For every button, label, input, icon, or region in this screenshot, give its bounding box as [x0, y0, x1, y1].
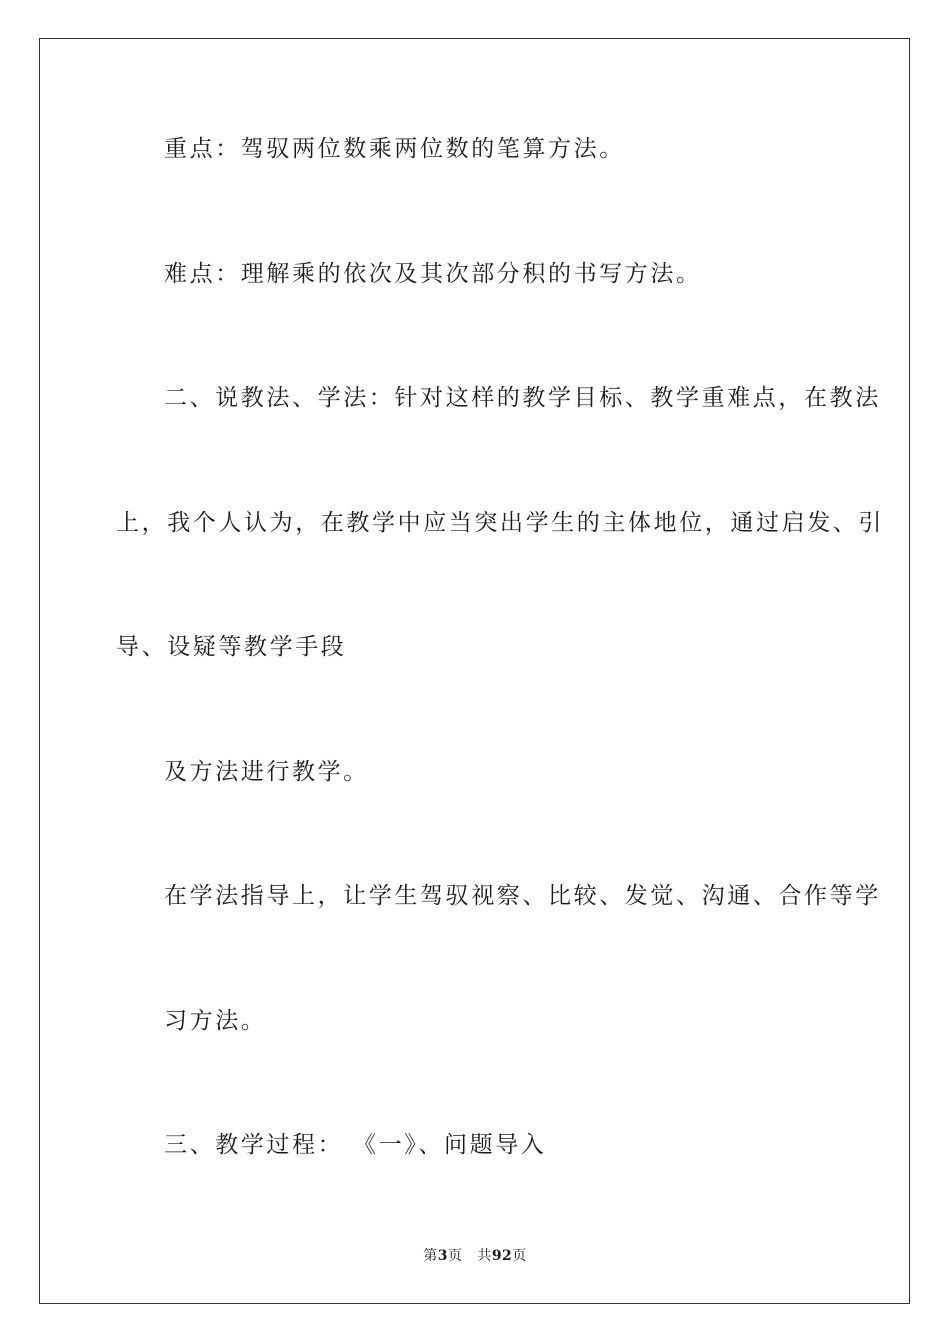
text-line-key-point: 重点：驾驭两位数乘两位数的笔算方法。 [164, 136, 625, 162]
footer-total-suffix: 页 [512, 1248, 527, 1264]
footer-total-prefix: 共 [477, 1248, 492, 1264]
page-border [39, 38, 910, 1304]
text-line-section-two: 二、说教法、学法：针对这样的教学目标、教学重难点，在教法 [164, 385, 881, 411]
footer-page-suffix: 页 [447, 1248, 463, 1264]
text-line-section-three: 三、教学过程： 《一》、问题导入 [164, 1132, 547, 1158]
text-line-learning-guidance-cont: 习方法。 [164, 1008, 267, 1034]
footer-total-pages: 92 [491, 1248, 513, 1264]
text-line-learning-guidance: 在学法指导上，让学生驾驭视察、比较、发觉、沟通、合作等学 [164, 883, 881, 909]
footer-page-number: 3 [437, 1248, 448, 1264]
text-line-section-two-cont-1: 上，我个人认为，在教学中应当突出学生的主体地位，通过启发、引 [116, 510, 884, 536]
text-line-difficulty: 难点：理解乘的依次及其次部分积的书写方法。 [164, 261, 702, 287]
text-line-section-two-cont-2: 导、设疑等教学手段 [116, 634, 347, 660]
text-line-teaching-method: 及方法进行教学。 [164, 759, 369, 785]
page-footer [0, 1246, 950, 1266]
footer-page-prefix: 第 [423, 1248, 438, 1264]
